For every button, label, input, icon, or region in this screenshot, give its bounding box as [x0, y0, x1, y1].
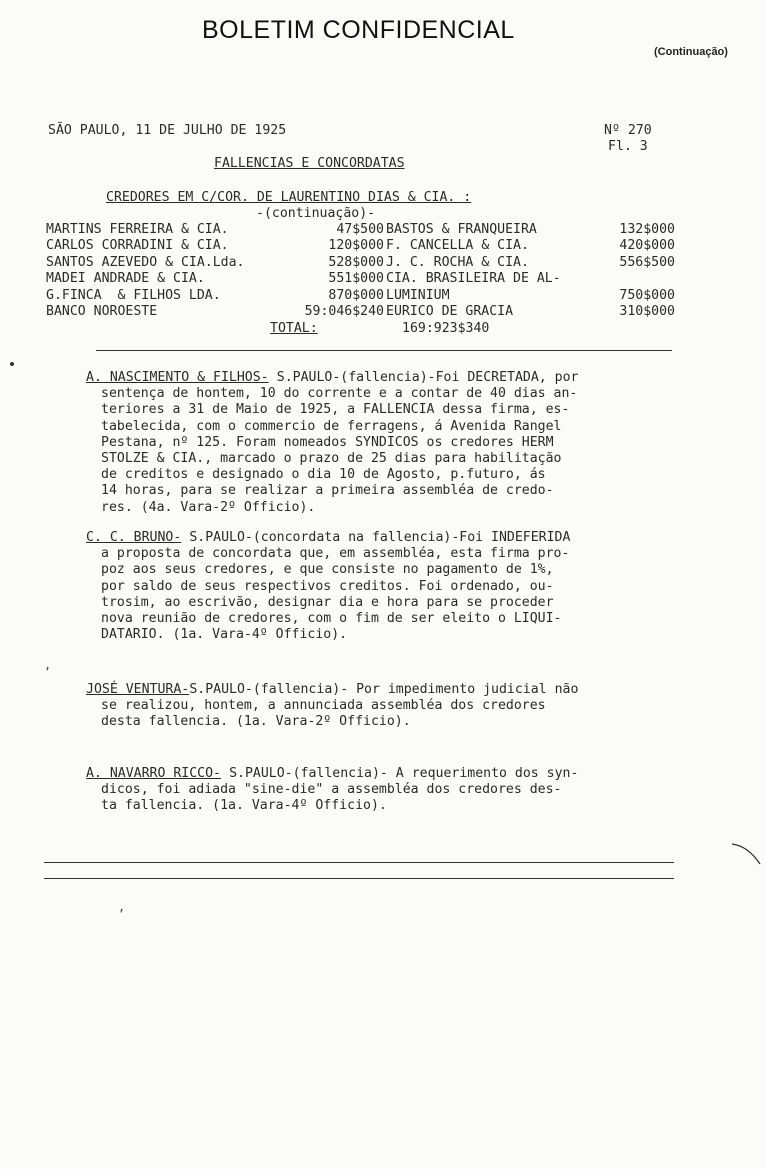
entry-line: sentença de hontem, 10 do corrente e a contar de 40 dias an-	[101, 386, 578, 402]
margin-tick: ,	[118, 900, 126, 914]
entry-first-line: S.PAULO-(concordata na fallencia)-Foi INDEFERIDA	[181, 530, 571, 545]
entry-line: Pestana, nº 125. Foram nomeados SYNDICOS os credores HERM	[101, 434, 554, 450]
creditor-right-amount: 556$500	[619, 254, 675, 270]
entry-line: tabelecida, com o commercio de ferragens, á Avenida Rangel	[101, 418, 562, 434]
entry-line: STOLZE & CIA., marcado o prazo de 25 dias para habilitação	[101, 451, 562, 466]
margin-dot	[10, 362, 14, 366]
creditor-right-name: F. CANCELLA & CIA.	[386, 238, 529, 254]
entry-line: a proposta de concordata que, em assembléa, esta firma pro-	[101, 546, 570, 562]
creditor-right-amount: 310$000	[619, 304, 675, 319]
stray-pen-mark	[730, 838, 764, 868]
document-title: BOLETIM CONFIDENCIAL	[202, 16, 515, 44]
entry-first-line: S.PAULO-(fallencia)-Foi DECRETADA, por	[268, 370, 579, 385]
creditor-right-name: J. C. ROCHA & CIA.	[386, 254, 529, 270]
folio-number: Fl. 3	[608, 139, 648, 154]
margin-tick: ,	[44, 658, 52, 672]
creditor-left-amount: 59:046$240	[304, 304, 384, 319]
entry-line: DATARIO. (1a. Vara-4º Officio).	[101, 627, 348, 643]
creditor-left-amount: 120$000	[328, 238, 384, 254]
entry-line: poz aos seus credores, e que consiste no pagamento de 1%,	[101, 562, 554, 578]
creditors-heading: CREDORES EM C/COR. DE LAURENTINO DIAS & CIA. :	[106, 190, 472, 205]
entry-line: desta fallencia. (1a. Vara-2º Officio).	[101, 714, 411, 730]
creditor-left-name: CARLOS CORRADINI & CIA.	[46, 238, 229, 254]
total-label: TOTAL:	[270, 321, 318, 336]
entry-first-line: S.PAULO-(fallencia)- Por impedimento judicial não	[189, 682, 579, 697]
entry-company-name: JOSÉ VENTURA-	[86, 682, 190, 697]
footer-rule-top	[44, 862, 674, 863]
creditor-right-name: LUMINIUM	[386, 287, 450, 303]
entry-line: trosim, ao escrivão, designar dia e hora para se proceder	[101, 594, 554, 610]
creditor-left-amount: 551$000	[328, 271, 384, 287]
creditor-left-name: MADEI ANDRADE & CIA.	[46, 271, 205, 287]
entry-first-line: S.PAULO-(fallencia)- A requerimento dos syn-	[221, 766, 579, 781]
entry-line: se realizou, hontem, a annunciada assembléa dos credores	[101, 698, 546, 714]
creditor-right-amount: 132$000	[619, 222, 675, 237]
creditor-left-name: SANTOS AZEVEDO & CIA.Lda.	[46, 254, 245, 270]
entry-line: teriores a 31 de Maio de 1925, a FALLENCIA dessa firma, es-	[101, 402, 570, 418]
footer-rule-bottom	[44, 878, 674, 879]
creditor-left-amount: 870$000	[328, 287, 384, 303]
creditors-subheading: -(continuação)-	[256, 206, 376, 221]
creditor-right-amount: 750$000	[619, 287, 675, 303]
entry-company-name: A. NASCIMENTO & FILHOS-	[86, 370, 269, 385]
place-date: SÃO PAULO, 11 DE JULHO DE 1925	[48, 123, 287, 138]
bulletin-number: Nº 270	[604, 123, 652, 138]
entry-line: 14 horas, para se realizar a primeira assembléa de credo-	[101, 483, 554, 499]
creditor-right-name: BASTOS & FRANQUEIRA	[386, 222, 537, 237]
continuation-label: (Continuação)	[654, 46, 728, 58]
creditor-left-amount: 47$500	[336, 222, 384, 237]
creditor-right-name: CIA. BRASILEIRA DE AL-	[386, 271, 561, 287]
creditor-left-name: BANCO NOROESTE	[46, 304, 158, 319]
entry-company-name: C. C. BRUNO-	[86, 530, 182, 545]
creditor-left-name: G.FINCA & FILHOS LDA.	[46, 287, 221, 303]
creditor-right-amount: 420$000	[619, 238, 675, 254]
entry-line: ta fallencia. (1a. Vara-4º Officio).	[101, 798, 387, 814]
entry-company-name: A. NAVARRO RICCO-	[86, 766, 221, 781]
divider-rule	[96, 350, 672, 351]
entry-line: res. (4a. Vara-2º Officio).	[101, 499, 316, 515]
creditor-left-name: MARTINS FERREIRA & CIA.	[46, 222, 229, 237]
total-value: 169:923$340	[402, 321, 490, 336]
creditor-left-amount: 528$000	[328, 254, 384, 270]
entry-line: por saldo de seus respectivos creditos. Foi ordenado, ou-	[101, 578, 554, 594]
entry-line: de creditos e designado o dia 10 de Agosto, p.futuro, ás	[101, 467, 546, 483]
entry-line: nova reunião de credores, com o fim de ser eleito o LIQUI-	[101, 611, 562, 626]
entry-line: dicos, foi adiada "sine-die" a assembléa dos credores des-	[101, 782, 562, 798]
section-title: FALLENCIAS E CONCORDATAS	[214, 156, 405, 171]
creditor-right-name: EURICO DE GRACIA	[386, 304, 514, 319]
